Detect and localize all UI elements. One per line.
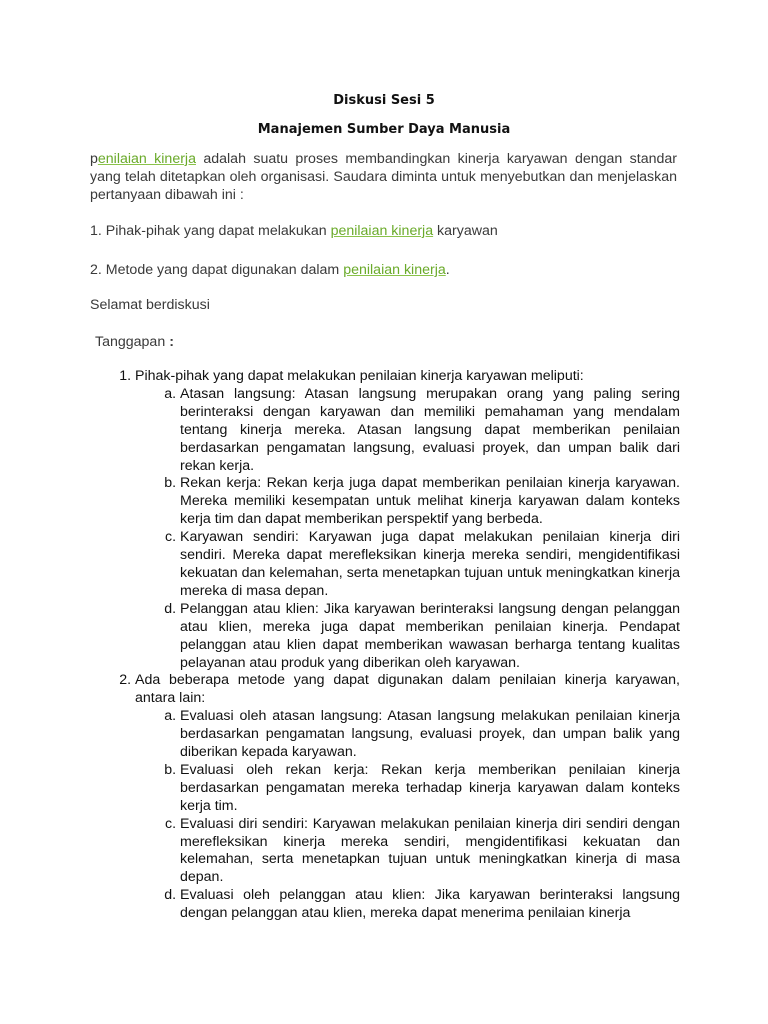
answer-1-item: b. Rekan kerja: Rekan kerja juga dapat memberikan penilaian kinerja karyawan. Mereka memiliki kesempatan untuk melihat kinerja karyawan dalam konteks kerja tim dan dapat memberikan perspektif yang berbeda. <box>180 475 680 529</box>
question-1-text: 1. Pihak-pihak yang dapat melakukan <box>90 223 331 239</box>
intro-text: adalah suatu proses membandingkan kinerja karyawan dengan standar yang telah ditetapkan oleh organisasi. Saudara diminta untuk menyebutkan dan menjelaskan pertanyaan dibawah ini : <box>90 151 677 203</box>
answer-1-item: d. Pelanggan atau klien: Jika karyawan berinteraksi langsung dengan pelanggan atau klien, mereka juga dapat memberikan penilaian kinerja. Pendapat pelanggan atau klien dapat memberikan wawasan berharga tentang kualitas pelayanan atau produk yang diberikan oleh karyawan. <box>180 601 680 673</box>
answer-2 <box>135 672 680 923</box>
answer-2-item: a. Evaluasi oleh atasan langsung: Atasan langsung melakukan penilaian kinerja berdasarkan pengamatan langsung, evaluasi proyek, dan umpan balik yang diberikan kepada karyawan. <box>180 708 680 762</box>
answer-1-text: Pihak-pihak yang dapat melakukan penilaian kinerja karyawan meliputi: <box>135 368 584 384</box>
answer-1-item: c. Karyawan sendiri: Karyawan juga dapat melakukan penilaian kinerja diri sendiri. Mereka dapat merefleksikan kinerja mereka sendiri, mengidentifikasi kekuatan dan kelemahan, serta menetapkan tujuan untuk meningkatkan kinerja mereka di masa depan. <box>180 529 680 601</box>
document-title: Diskusi Sesi 5 <box>333 93 435 108</box>
answer-2-item: b. Evaluasi oleh rekan kerja: Rekan kerja memberikan penilaian kinerja berdasarkan pengamatan mereka terhadap kinerja karyawan dalam konteks kerja tim. <box>180 762 680 816</box>
intro-link[interactable]: enilaian kinerja <box>97 151 196 167</box>
question-2 <box>90 262 450 278</box>
answer-1-item: a. Atasan langsung: Atasan langsung merupakan orang yang paling sering berinteraksi dengan karyawan dan memiliki pemahaman yang mendalam tentang kinerja mereka. Atasan langsung dapat memberikan penilaian berdasarkan pengamatan langsung, evaluasi proyek, dan umpan balik dari rekan kerja. <box>180 386 680 476</box>
question-2-link[interactable]: penilaian kinerja <box>343 262 446 278</box>
intro-prefix: p <box>90 151 98 167</box>
response-colon: : <box>169 334 174 350</box>
answer-1 <box>135 368 680 672</box>
answer-2-item: d. Evaluasi oleh pelanggan atau klien: Jika karyawan berinteraksi langsung dengan pelanggan atau klien, mereka dapat menerima penilaian kinerja <box>180 887 680 923</box>
answers-list <box>90 368 680 923</box>
question-2-tail: . <box>445 262 450 278</box>
question-1-tail: karyawan <box>433 223 498 239</box>
response-label-text: Tanggapan <box>95 334 166 350</box>
intro-paragraph <box>90 150 677 204</box>
question-2-text: 2. Metode yang dapat digunakan dalam <box>90 262 344 278</box>
question-1 <box>90 223 498 239</box>
answer-2-text: Ada beberapa metode yang dapat digunakan dalam penilaian kinerja karyawan, antara lain: <box>135 672 680 707</box>
question-1-link[interactable]: penilaian kinerja <box>330 223 434 239</box>
response-label <box>95 334 174 350</box>
document-subtitle: Manajemen Sumber Daya Manusia <box>257 122 511 137</box>
answer-2-item: c. Evaluasi diri sendiri: Karyawan melakukan penilaian kinerja diri sendiri dengan merefleksikan kinerja mereka sendiri, mengidentifikasi kekuatan dan kelemahan, serta menetapkan tujuan untuk meningkatkan kinerja di masa depan. <box>180 816 680 888</box>
greeting: Selamat berdiskusi <box>90 297 210 313</box>
